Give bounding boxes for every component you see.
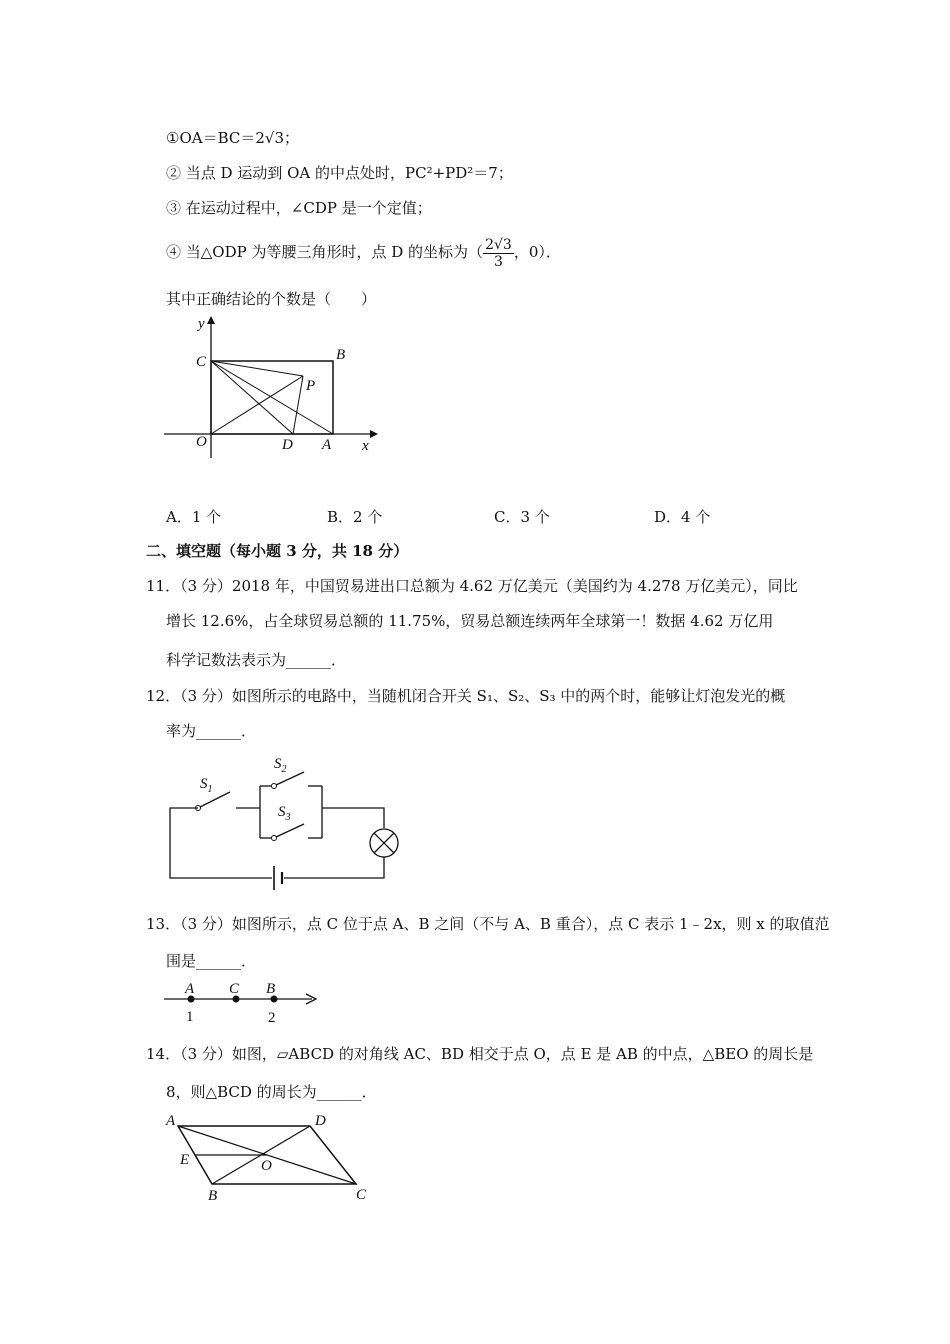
- section-title: 二、填空题（每小题 3 分，共 18 分）: [146, 542, 409, 560]
- label-a: A: [166, 1113, 176, 1129]
- tick-2: 2: [268, 1010, 276, 1026]
- label-p: P: [306, 378, 316, 394]
- switch-s2-blade: [276, 772, 304, 785]
- label-a: A: [322, 437, 332, 453]
- switch-s3-pivot: [272, 836, 277, 841]
- wire-bottom-right: [284, 857, 384, 878]
- switch-s1-blade: [200, 792, 230, 807]
- segment-op: [211, 376, 303, 434]
- label-y: y: [198, 316, 205, 332]
- y-axis-arrow: [207, 316, 215, 324]
- q13-line-2: 围是______．: [166, 952, 257, 970]
- statement-1: ①OA＝BC＝2√3；: [166, 129, 300, 147]
- q11-line-3: 科学记数法表示为______．: [166, 651, 347, 669]
- tick-1: 1: [186, 1009, 194, 1025]
- label-a: A: [185, 981, 195, 997]
- statement-4: [166, 236, 561, 270]
- q11-line-1: 11．（3 分）2018 年，中国贸易进出口总额为 4.62 万亿美元（美国约为 4.278 万亿美元），同比: [146, 577, 798, 595]
- statement-2: ② 当点 D 运动到 OA 的中点处时，PC²+PD²＝7；: [166, 164, 513, 182]
- statement-4-prefix: ④ 当△ODP 为等腰三角形时，点 D 的坐标为（: [166, 243, 484, 261]
- wire-to-bulb: [322, 808, 384, 828]
- label-o: O: [261, 1158, 272, 1174]
- label-d: D: [282, 437, 293, 453]
- question-prompt: 其中正确结论的个数是（ ）: [166, 290, 377, 308]
- number-line-figure: [160, 978, 330, 1028]
- statement-3: ③ 在运动过程中，∠CDP 是一个定值；: [166, 199, 432, 217]
- q14-line-1: 14．（3 分）如图，▱ABCD 的对角线 AC、BD 相交于点 O，点 E 是 AB 的中点，△BEO 的周长是: [146, 1045, 814, 1063]
- fraction-numerator: 2√3: [485, 236, 512, 253]
- fraction-denominator: 3: [493, 253, 503, 270]
- q11-line-2: 增长 12.6%，占全球贸易总额的 11.75%，贸易总额连续两年全球第一！数据 4.62 万亿用: [166, 612, 774, 630]
- label-c: C: [229, 981, 240, 997]
- q14-line-2: 8，则△BCD 的周长为______．: [166, 1083, 377, 1101]
- choice-b: B．2 个: [327, 508, 383, 526]
- choice-a: A．1 个: [166, 508, 222, 526]
- fraction: [483, 237, 514, 270]
- switch-s2-label: $S_2$: [274, 756, 287, 775]
- wire-left: [170, 808, 272, 878]
- label-b: B: [266, 981, 276, 997]
- parallelogram-figure: [160, 1108, 380, 1208]
- q12-line-1: 12．（3 分）如图所示的电路中，当随机闭合开关 S₁、S₂、S₃ 中的两个时，能够让灯泡发光的概: [146, 687, 786, 705]
- switch-s2-pivot: [272, 784, 277, 789]
- segment-dp: [293, 376, 303, 434]
- rectangle-figure: [160, 312, 380, 462]
- label-d: D: [315, 1113, 326, 1129]
- switch-s1-label: $S_1$: [200, 776, 213, 795]
- choice-c: C．3 个: [494, 508, 550, 526]
- switch-s3-blade: [276, 824, 304, 837]
- q13-line-1: 13．（3 分）如图所示，点 C 位于点 A、B 之间（不与 A、B 重合），点 C 表示 1﹣2x，则 x 的取值范: [146, 915, 830, 933]
- choice-d: D．4 个: [654, 508, 711, 526]
- circuit-figure: [160, 752, 410, 892]
- label-x: x: [362, 438, 369, 454]
- label-b: B: [208, 1188, 218, 1204]
- label-o: O: [196, 434, 207, 450]
- q12-line-2: 率为______．: [166, 722, 257, 740]
- label-c: C: [356, 1187, 367, 1203]
- label-e: E: [180, 1152, 190, 1168]
- label-b: B: [336, 347, 346, 363]
- statement-4-suffix: ，0）．: [513, 243, 561, 261]
- switch-s3-label: $S_3$: [278, 804, 291, 823]
- x-axis-arrow: [370, 430, 378, 438]
- label-c: C: [196, 354, 207, 370]
